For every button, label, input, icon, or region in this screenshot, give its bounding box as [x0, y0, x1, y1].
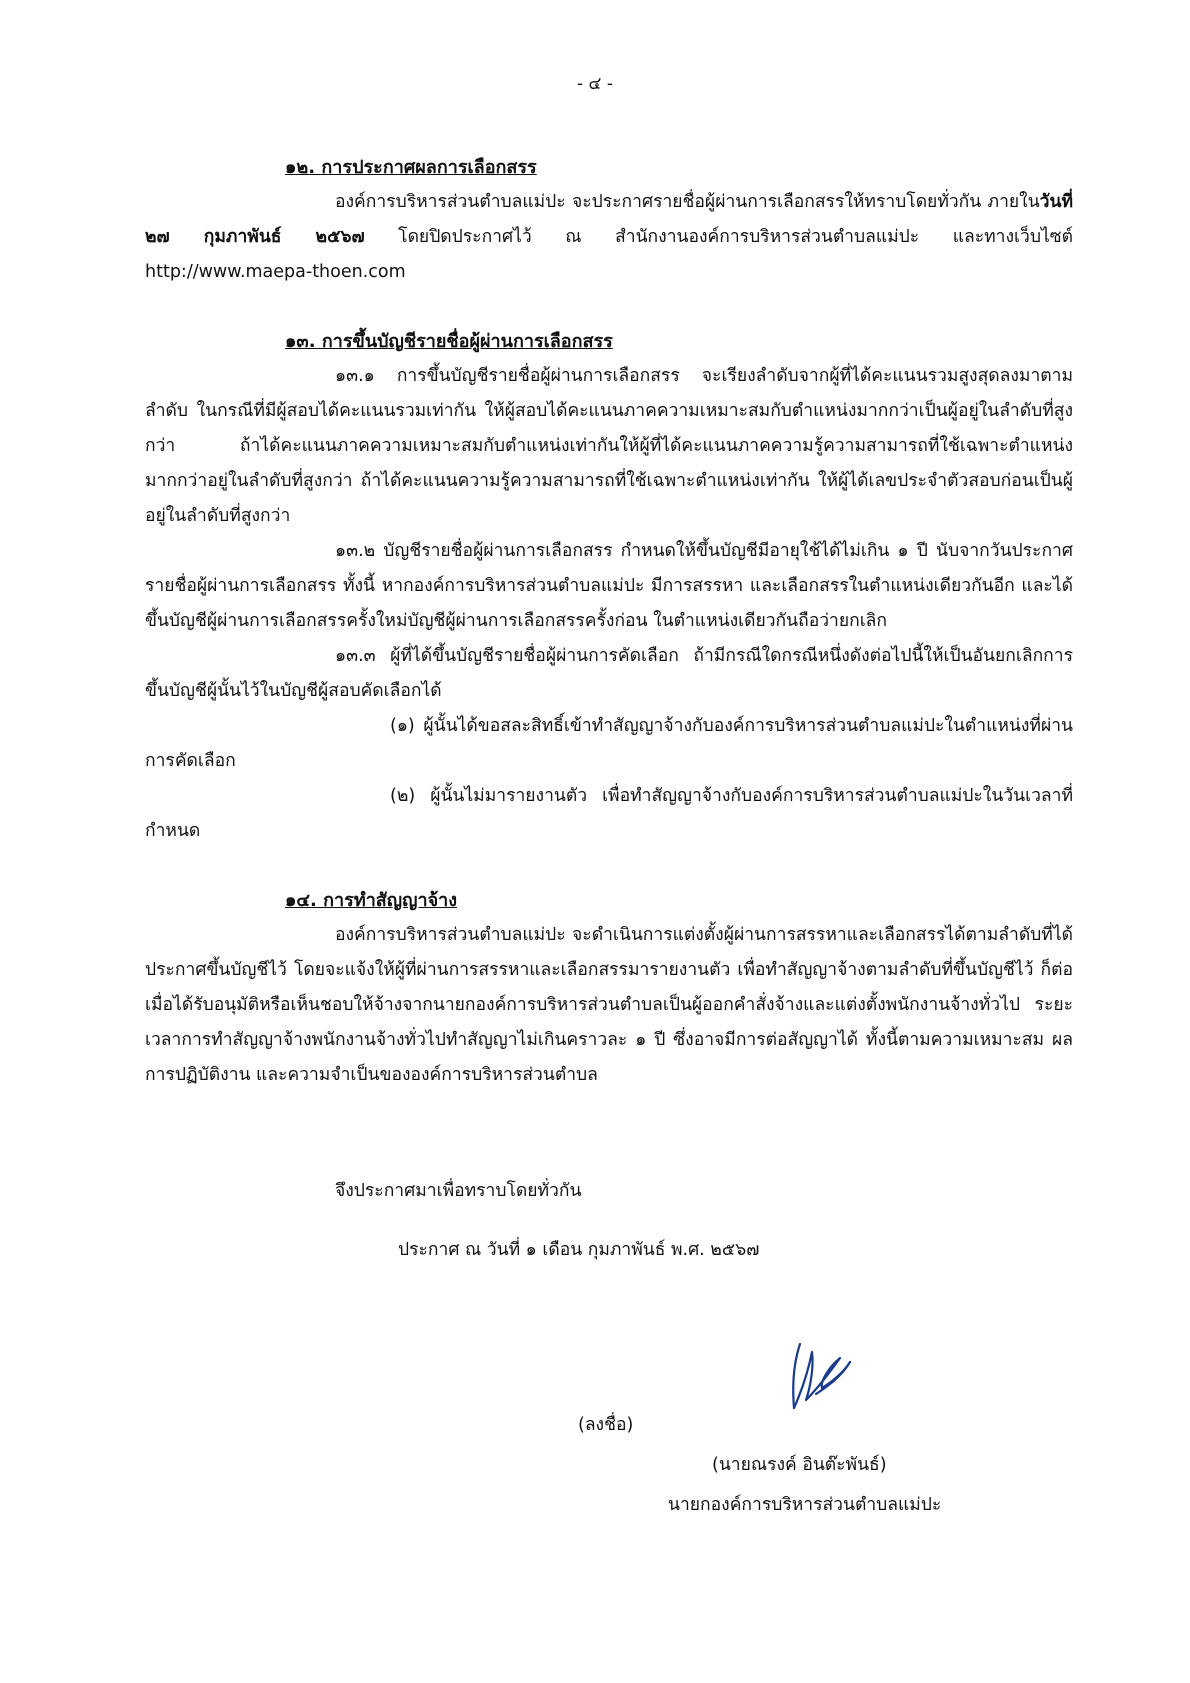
closing-date-line: ประกาศ ณ วันที่ ๑ เดือน กุมภาพันธ์ พ.ศ. ๒๕๖๗	[398, 1240, 760, 1260]
section-14-text: องค์การบริหารส่วนตำบลแม่ปะ จะดำเนินการแต่งตั้งผู้ผ่านการสรรหาและเลือกสรรได้ตามลำดับที่ได้ประกาศขึ้นบัญชีไว้ โดยจะแจ้งให้ผู้ที่ผ่านการสรรหาและเลือกสรรมารายงานตัว เพื่อทำสัญญาจ้างตามลำดับที่ขึ้นบัญชีไว้ ก็ต่อเมื่อได้รับอนุมัติหรือเห็นชอบให้จ้างจากนายกองค์การบริหารส่วนตำบลเป็นผู้ออกคำสั่งจ้างและแต่งตั้งพนักงานจ้างทั่วไป ระยะเวลาการทำสัญญาจ้างพนักงานจ้างทั่วไปทำสัญญาไม่เกินคราวละ ๑ ปี ซึ่งอาจมีการต่อสัญญาได้ ทั้งนี้ตามความเหมาะสม ผลการปฏิบัติงาน และความจำเป็นขององค์การบริหารส่วนตำบล	[145, 925, 1073, 1085]
closing-announcement: จึงประกาศมาเพื่อทราบโดยทั่วกัน	[335, 1181, 582, 1201]
section-13-2-text: ๑๓.๒ บัญชีรายชื่อผู้ผ่านการเลือกสรร กำหนดให้ขึ้นบัญชีมีอายุใช้ได้ไม่เกิน ๑ ปี นับจากวันประกาศรายชื่อผู้ผ่านการเลือกสรร ทั้งนี้ หากองค์การบริหารส่วนตำบลแม่ปะ มีการสรรหา และเลือกสรรในตำแหน่งเดียวกันอีก และได้ขึ้นบัญชีผู้ผ่านการเลือกสรรครั้งใหม่บัญชีผู้ผ่านการเลือกสรรครั้งก่อน ในตำแหน่งเดียวกันถือว่ายกเลิก	[145, 541, 1073, 631]
signer-name: (นายณรงค์ อินต๊ะพันธ์)	[712, 1455, 887, 1475]
section-13-3-text: ๑๓.๓ ผู้ที่ได้ขึ้นบัญชีรายชื่อผู้ผ่านการคัดเลือก ถ้ามีกรณีใดกรณีหนึ่งดังต่อไปนี้ให้เป็นอันยกเลิกการขึ้นบัญชีผู้นั้นไว้ในบัญชีผู้สอบคัดเลือกได้	[145, 646, 1073, 701]
page-number: - ๔ -	[577, 74, 613, 94]
section-13-3-item-1: (๑) ผู้นั้นได้ขอสละสิทธิ์เข้าทำสัญญาจ้างกับองค์การบริหารส่วนตำบลแม่ปะในตำแหน่งที่ผ่านการคัดเลือก	[145, 716, 1073, 771]
section-13-3-item-2: (๒) ผู้นั้นไม่มารายงานตัว เพื่อทำสัญญาจ้างกับองค์การบริหารส่วนตำบลแม่ปะในวันเวลาที่กำหนด	[145, 786, 1073, 841]
section-12-text: องค์การบริหารส่วนตำบลแม่ปะ จะประกาศรายชื่อผู้ผ่านการเลือกสรรให้ทราบโดยทั่วกัน ภายในวันที่ ๒๗ กุมภาพันธ์ ๒๕๖๗ โดยปิดประกาศไว้ ณ สำนักงานองค์การบริหารส่วนตำบลแม่ปะ และทางเว็บไซต์ http://www.maepa-thoen.com	[145, 192, 1073, 282]
section-12-heading: ๑๒. การประกาศผลการเลือกสรร	[285, 157, 537, 178]
document-body	[145, 150, 1073, 1093]
announcement-date: วันที่ ๒๗ กุมภาพันธ์ ๒๕๖๗	[145, 192, 1073, 247]
signer-title: นายกองค์การบริหารส่วนตำบลแม่ปะ	[668, 1495, 942, 1515]
section-13-1-text: ๑๓.๑ การขึ้นบัญชีรายชื่อผู้ผ่านการเลือกสรร จะเรียงลำดับจากผู้ที่ได้คะแนนรวมสูงสุดลงมาตามลำดับ ในกรณีที่มีผู้สอบได้คะแนนรวมเท่ากัน ให้ผู้สอบได้คะแนนภาคความเหมาะสมกับตำแหน่งมากกว่าเป็นผู้อยู่ในลำดับที่สูงกว่า ถ้าได้คะแนนภาคความเหมาะสมกับตำแหน่งเท่ากันให้ผู้ที่ได้คะแนนภาคความรู้ความสามารถที่ใช้เฉพาะตำแหน่งมากกว่าอยู่ในลำดับที่สูงกว่า ถ้าได้คะแนนความรู้ความสามารถที่ใช้เฉพาะตำแหน่งเท่ากัน ให้ผู้ได้เลขประจำตัวสอบก่อนเป็นผู้อยู่ในลำดับที่สูงกว่า	[145, 366, 1073, 526]
section-13-heading: ๑๓. การขึ้นบัญชีรายชื่อผู้ผ่านการเลือกสรร	[285, 331, 613, 352]
signature-image	[788, 1338, 888, 1418]
sign-label: (ลงชื่อ)	[578, 1415, 634, 1435]
section-14-heading: ๑๔. การทำสัญญาจ้าง	[285, 890, 458, 911]
